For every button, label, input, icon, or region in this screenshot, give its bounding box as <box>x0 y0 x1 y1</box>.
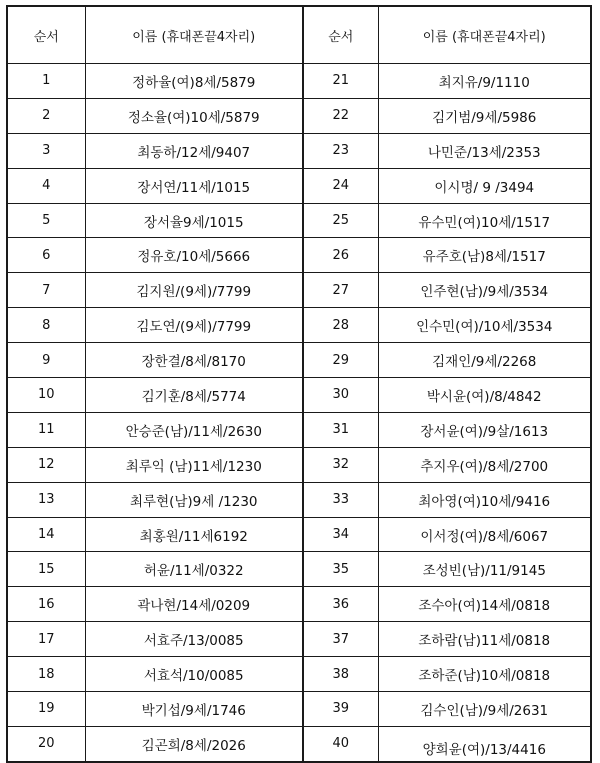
order-number-cell: 6 <box>7 238 85 273</box>
order-number-cell: 14 <box>7 517 85 552</box>
table-row <box>7 378 591 413</box>
order-number-cell: 35 <box>303 552 378 587</box>
order-number-cell: 1 <box>7 64 85 99</box>
participant-name-cell: 박시윤(여)/8/4842 <box>378 378 591 413</box>
participant-name-cell: 안승준(남)/11세/2630 <box>85 412 303 447</box>
order-number-cell: 24 <box>303 168 378 203</box>
table-row <box>7 622 591 657</box>
participant-name-cell: 인주현(남)/9세/3534 <box>378 273 591 308</box>
roster-table <box>6 5 592 763</box>
participant-name-cell: 서효주/13/0085 <box>85 622 303 657</box>
participant-name-cell: 정소율(여)10세/5879 <box>85 98 303 133</box>
order-number-cell: 19 <box>7 692 85 727</box>
participant-name-cell: 최동하/12세/9407 <box>85 133 303 168</box>
table-row <box>7 517 591 552</box>
order-number-cell: 7 <box>7 273 85 308</box>
participant-name-cell: 조하람(남)11세/0818 <box>378 622 591 657</box>
header-row <box>7 6 591 64</box>
order-number-cell: 13 <box>7 482 85 517</box>
order-number-cell: 25 <box>303 203 378 238</box>
order-header-right: 순서 <box>303 6 378 64</box>
participant-name-cell: 최루익 (남)11세/1230 <box>85 447 303 482</box>
order-number-cell: 37 <box>303 622 378 657</box>
roster-sheet <box>6 5 590 758</box>
participant-name-cell: 추지우(여)/8세/2700 <box>378 447 591 482</box>
order-number-cell: 10 <box>7 378 85 413</box>
order-number-cell: 36 <box>303 587 378 622</box>
table-row <box>7 482 591 517</box>
table-row <box>7 692 591 727</box>
table-row <box>7 657 591 692</box>
participant-name-cell: 서효석/10/0085 <box>85 657 303 692</box>
participant-name-cell: 김기훈/8세/5774 <box>85 378 303 413</box>
participant-name-cell <box>378 726 591 761</box>
order-number-cell: 40 <box>303 726 378 761</box>
participant-name-cell: 장한결/8세/8170 <box>85 343 303 378</box>
order-number-cell: 20 <box>7 726 85 761</box>
participant-name-cell: 허윤/11세/0322 <box>85 552 303 587</box>
order-number-cell: 2 <box>7 98 85 133</box>
table-row <box>7 238 591 273</box>
participant-name-cell: 최지유/9/1110 <box>378 64 591 99</box>
participant-name-cell: 박기섭/9세/1746 <box>85 692 303 727</box>
table-row <box>7 64 591 99</box>
participant-name-cell: 정유호/10세/5666 <box>85 238 303 273</box>
participant-name-cell: 김곤희/8세/2026 <box>85 726 303 761</box>
participant-name-cell: 이시명/ 9 /3494 <box>378 168 591 203</box>
order-number-cell: 28 <box>303 308 378 343</box>
participant-name-cell: 장서윤(여)/9살/1613 <box>378 412 591 447</box>
order-number-cell: 39 <box>303 692 378 727</box>
participant-name-text: 양희윤(여)/13/4416 <box>422 741 546 758</box>
order-number-cell: 29 <box>303 343 378 378</box>
table-row <box>7 343 591 378</box>
participant-name-cell: 장서연/11세/1015 <box>85 168 303 203</box>
order-number-cell: 17 <box>7 622 85 657</box>
order-number-cell: 15 <box>7 552 85 587</box>
order-number-cell: 16 <box>7 587 85 622</box>
participant-name-cell: 김도연/(9세)/7799 <box>85 308 303 343</box>
table-row <box>7 203 591 238</box>
order-number-cell: 23 <box>303 133 378 168</box>
order-number-cell: 33 <box>303 482 378 517</box>
table-row <box>7 273 591 308</box>
table-row <box>7 133 591 168</box>
participant-name-cell: 최루현(남)9세 /1230 <box>85 482 303 517</box>
participant-name-cell: 유주호(남)8세/1517 <box>378 238 591 273</box>
participant-name-cell: 나민준/13세/2353 <box>378 133 591 168</box>
name-header-left: 이름 (휴대폰끝4자리) <box>85 6 303 64</box>
order-number-cell: 18 <box>7 657 85 692</box>
participant-name-cell: 유수민(여)10세/1517 <box>378 203 591 238</box>
table-row <box>7 587 591 622</box>
participant-name-cell: 조수아(여)14세/0818 <box>378 587 591 622</box>
participant-name-cell: 최아영(여)10세/9416 <box>378 482 591 517</box>
participant-name-cell: 김재인/9세/2268 <box>378 343 591 378</box>
order-number-cell: 32 <box>303 447 378 482</box>
participant-name-cell: 인수민(여)/10세/3534 <box>378 308 591 343</box>
order-number-cell: 27 <box>303 273 378 308</box>
order-number-cell: 26 <box>303 238 378 273</box>
order-number-cell: 30 <box>303 378 378 413</box>
order-number-cell: 11 <box>7 412 85 447</box>
order-number-cell: 8 <box>7 308 85 343</box>
name-header-right: 이름 (휴대폰끝4자리) <box>378 6 591 64</box>
table-row <box>7 98 591 133</box>
order-number-cell: 21 <box>303 64 378 99</box>
order-header-left: 순서 <box>7 6 85 64</box>
order-number-cell: 12 <box>7 447 85 482</box>
participant-name-cell: 김수인(남)/9세/2631 <box>378 692 591 727</box>
participant-name-cell: 정하율(여)8세/5879 <box>85 64 303 99</box>
roster-body <box>7 64 591 762</box>
order-number-cell: 3 <box>7 133 85 168</box>
participant-name-cell: 이서정(여)/8세/6067 <box>378 517 591 552</box>
order-number-cell: 38 <box>303 657 378 692</box>
order-number-cell: 9 <box>7 343 85 378</box>
table-row <box>7 412 591 447</box>
order-number-cell: 31 <box>303 412 378 447</box>
participant-name-cell: 조성빈(남)/11/9145 <box>378 552 591 587</box>
table-row <box>7 168 591 203</box>
participant-name-cell: 김지원/(9세)/7799 <box>85 273 303 308</box>
order-number-cell: 22 <box>303 98 378 133</box>
table-row <box>7 726 591 761</box>
table-row <box>7 447 591 482</box>
participant-name-cell: 김기범/9세/5986 <box>378 98 591 133</box>
order-number-cell: 5 <box>7 203 85 238</box>
participant-name-cell: 조하준(남)10세/0818 <box>378 657 591 692</box>
participant-name-cell: 장서율9세/1015 <box>85 203 303 238</box>
participant-name-cell: 최홍원/11세6192 <box>85 517 303 552</box>
order-number-cell: 34 <box>303 517 378 552</box>
participant-name-cell: 곽나현/14세/0209 <box>85 587 303 622</box>
order-number-cell: 4 <box>7 168 85 203</box>
table-row <box>7 308 591 343</box>
table-row <box>7 552 591 587</box>
